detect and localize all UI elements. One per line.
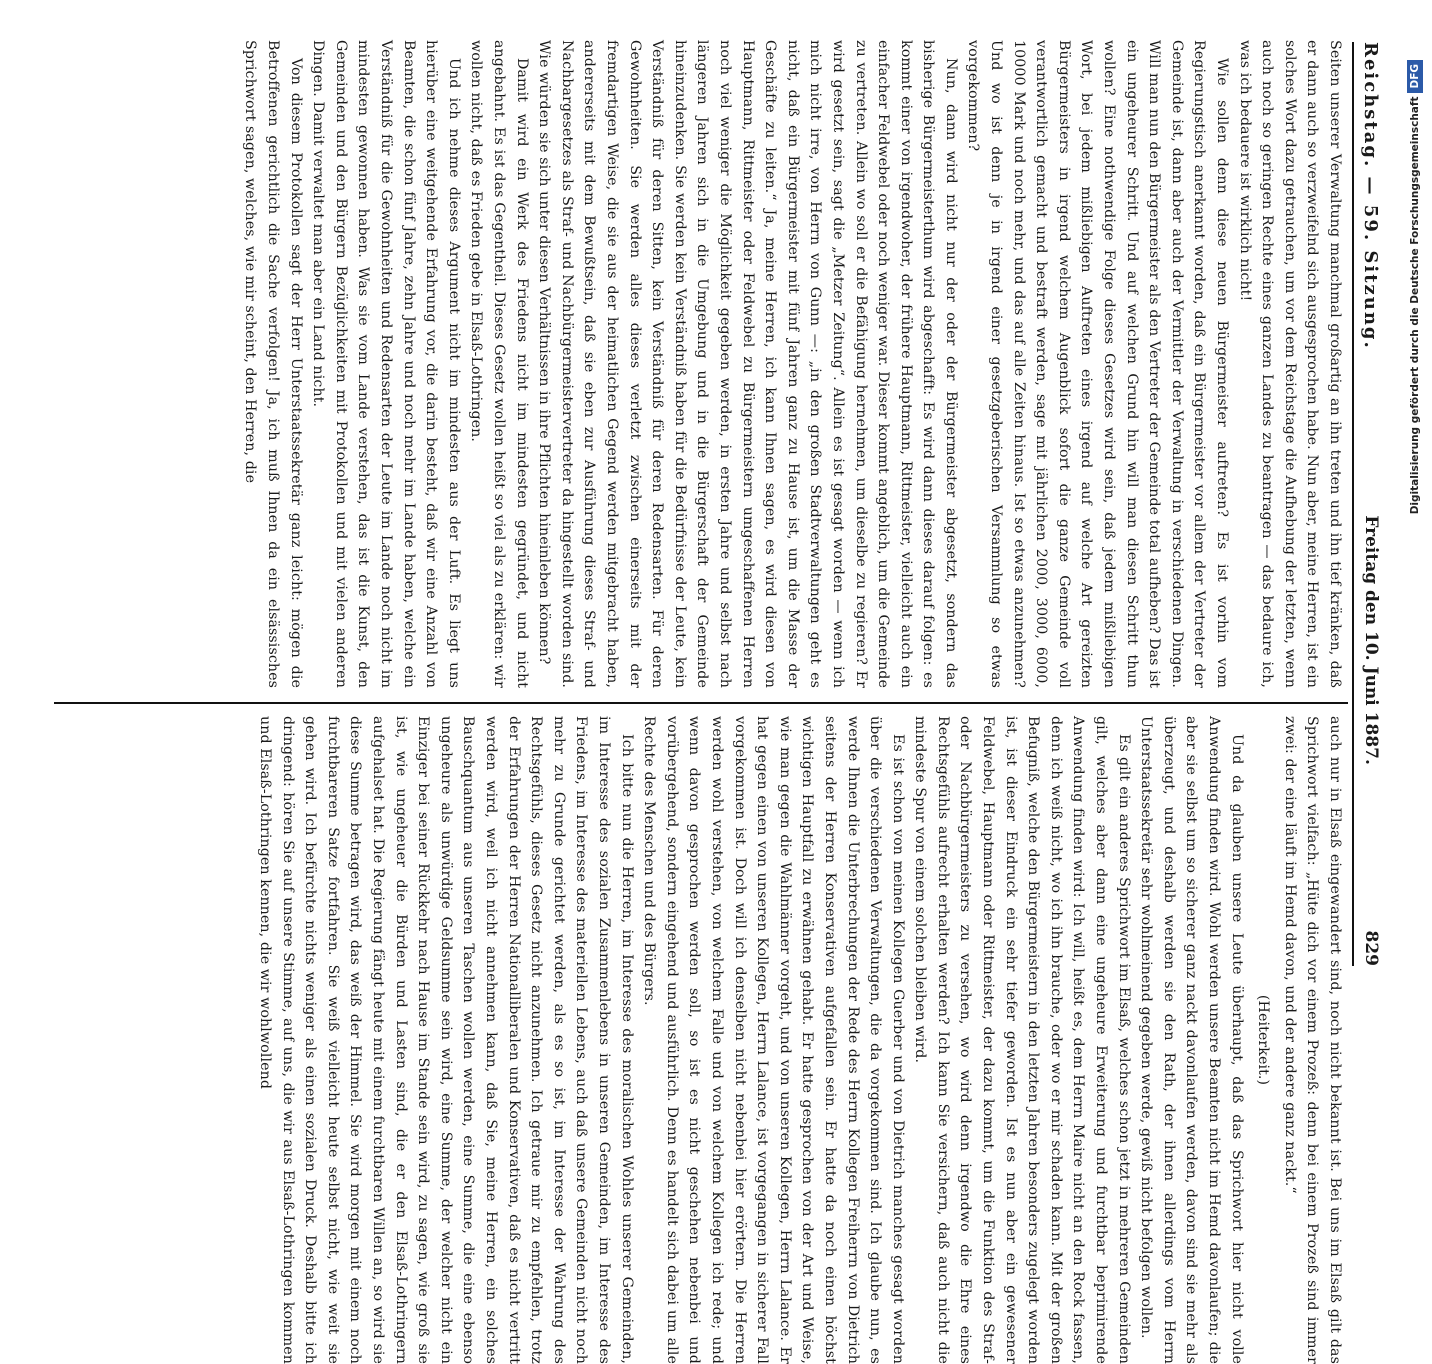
paragraph: Und da glauben unsere Leute überhaupt, daß das Sprichwort hier nicht volle Anwendung finden wird. Wohl werden unsere Beamten nicht im Hemd davonlaufen; die aber sie selbst um so sicherer ganz nackt davonlaufen werden, davon sind sie mehr als überzeugt, und deshalb werden sie den Rath, der ihnen allerdings vom Herrn Unterstaatssekretär sehr wohlmeinend gegeben werde, gewiß nicht befolgen wollen. bbox=[1138, 716, 1245, 1364]
column-divider bbox=[54, 702, 1348, 704]
dfg-logo: DFG bbox=[1407, 60, 1423, 93]
paragraph: Wie sollen denn diese neuen Bürgermeister auftreten? Es ist vorhin vom Regierungstisch anerkannt worden, daß ein Bürgermeister vor allem der Vertreter der Gemeinde ist, dann aber auch der Vermittler der Verwaltung in verschiedenen Dingen. Will man nun den Bürgermeister als den Vertreter der Gemeinde total aufheben? Das ist ein ungeheurer Schritt. Und auf welchen Grund hin will man diesen Schritt thun wollen? Eine nothwendige Folge dieses Gesetzes wird sein, daß jedem mißliebigen Wort, bei jedem mißliebigen Auftreten eines irgend auf welche Art gereizten Bürgermeisters in irgend welchem Augenblick sofort die ganze Gemeinde voll verantwortlich gemacht und bestraft werden, sage mit jährlichen 2000, 3000, 6000, 10000 Mark und noch mehr, und das auf alle Zeiten hinaus. Ist so etwas anzunehmen? Und wo ist denn je in irgend einer gesetzgeberischen Versammlung so etwas vorgekommen? bbox=[965, 40, 1231, 688]
header-left: Reichstag. — 59. Sitzung. bbox=[1360, 42, 1382, 350]
right-column bbox=[52, 716, 1346, 1364]
paragraph: auch nur in Elsaß eingewandert sind, noch nicht bekannt ist. Bei uns im Elsaß gilt das Sprichwort vielfach: „Hüte dich vor einem Prozeß: denn bei einem Prozeß sind immer zwei: der eine läuft im Hemd davon, und der andere ganz nackt.“ bbox=[1281, 716, 1343, 1364]
paragraph: Nun, dann wird nicht nur der oder der Bürgermeister abgesetzt, sondern das bisherige Bürgermeisterthum wird abgeschafft: Es wird dann dieses darauf folgen: es kommt einer von irgendwoher, der frühere Hauptmann, Rittmeister, vielleicht auch ein einfacher Feldwebel oder noch weniger war. Dieser kommt angeblich, um die Gemeinde zu vertreten. Allein wo soll er die Befähigung hernehmen, um dieselbe zu regieren? Er wird gesetzt sein, sagt die „Metzer Zeitung“. Allein es ist gesagt worden — wenn ich mich nicht irre, von Herrn von Gunn —: „in den großen Stadtverwaltungen geht es nicht, daß ein Bürgermeister mit fünf Jahren ganz zu Hause ist, um die Masse der Geschäfte zu leiten.“ Ja, meine Herren, ich kann Ihnen sagen, es wird diesen von Hauptmann, Rittmeister oder Feldwebel zu Bürgermeistern umgeschaffenen Herren noch viel weniger die Möglichkeit gegeben werden, in ersten Jahre und selbst nach längeren Jahren sich in die Umgebung und in die Bürgerschaft der Gemeinde hineinzudenken. Sie werden kein Verständniß haben für die Bedürfnisse der Leute, kein Verständniß für deren Sitten, kein Verständniß für deren Redensarten. Für deren Gewohnheiten. Sie werden alles dieses verletzt zwischen einerseits mit der fremdartigen Weise, die sie aus der heimatlichen Gegend werden mitgebracht haben, andererseits mit dem Bewußtsein, daß sie eben zur Ausführung dieses Straf- und Nachbargesetzes als Straf- und Nachbürgermeistervertreter da hingestellt worden sind. Wie würden sie sich unter diesen Verhältnissen in ihre Pflichten hineinleben können? bbox=[536, 40, 959, 688]
paragraph: Von diesem Protokollen sagt der Herr Unterstaatssekretär ganz leicht: mögen die Betroffenen gerichtlich die Sache verfolgen! Ja, ich muß Ihnen da ein elsässisches Sprichwort sagen, welches, wie mir scheint, den Herren, die bbox=[242, 40, 304, 688]
running-header bbox=[1352, 42, 1388, 966]
credit-text: Digitalisierung gefördert durch die Deutsche Forschungsgemeinschaft bbox=[1409, 96, 1421, 515]
interjection: (Heiterkeit.) bbox=[1255, 994, 1272, 1086]
paragraph: Ich bitte nun die Herren, im Interesse des moralischen Wohles unserer Gemeinden, im Interesse des sozialen Zusammenlebens in unseren Gemeinden, im Interesse des Friedens, im Interesse des materiellen Lebens, auch daß unsere Gemeinden nicht noch mehr zu Grunde gerichtet werden, als es so ist, im Interesse der Wahrung des Rechtsgefühls, dieses Gesetz nicht anzunehmen. Ich getraue mir zu empfehlen, trotz der Erfahrungen der Herren Nationalliberalen und Konservativen, daß es nicht vertritt werden wird, weil ich nicht annehmen kann, daß Sie, meine Herren, ein solches Bauschquantum aus unseren Taschen wollen werden, eine Summe, die eine ebenso ungeheure als unwürdige Geldsumme sein wird, eine Summe, der welcher nicht ein Einziger bei seiner Rückkehr nach Hause im Stande sein wird, zu sagen, wie groß sie ist, wie ungeheuer die Bürden und Lasten sind, die er den Elsaß-Lothringern aufgehalset hat. Die Regierung fängt heute mit einem furchtbaren Willen an, so wird sie diese Summe betragen wird, das weiß der Himmel. Sie wird morgen mit einem noch furchtbareren Satze fortfahren. Sie weiß vielleicht heute selbst nicht, wie weit sie gehen wird. Ich befürchte nichts weniger als einen sozialen Druck. Deshalb bitte ich dringend: hören Sie auf unsere Stimme, auf uns, die wir aus Elsaß-Lothringen kommen und Elsaß-Lothringen kennen, die wir wohlwollend bbox=[257, 716, 635, 1364]
paragraph: Es ist schon von meinen Kollegen Guerber und von Dietrich manches gesagt worden über die verschiedenen Verwaltungen, die da vorgekommen sind. Ich glaube nun, es werde Ihnen die Unterbrechungen der Rede des Herrn Kollegen Freiherrn von Dietrich seitens der Herren Konservativen aufgefallen sein. Er hatte da noch einen höchst wichtigen Hauptfall zu erwähnen gehabt. Er hatte gesprochen von der Art und Weise, wie man gegen die Wahlmänner vorgeht, und von unseren Kollegen, Herrn Lalance. Er hat gegen einen von unseren Kollegen, Herrn Lalance, ist vorgegangen in sicherer Fall vorgekommen ist. Doch will ich denselben nicht nebenbei hier erörtern. Die Herren werden wohl verstehen, von welchem Falle und von welchem Kollegen ich rede; und wenn davon gesprochen werden soll, so ist es nicht geschehen nebenbei und vorübergehend, sondern eingehend und ausführlich. Denn es handelt sich dabei um alle Rechte des Menschen und des Bürgers. bbox=[641, 716, 906, 1364]
paragraph: Und ich nehme dieses Argument nicht im mindesten aus der Luft. Es liegt uns hierüber eine weitgehende Erfahrung vor, die darin besteht, daß wir eine Anzahl von Beamten, die schon fünf Jahre, zehn Jahre und noch mehr im Lande haben, welche ein Verständniß für die Gewohnheiten und Redensarten der Leute im Lande noch nicht im mindesten gewonnen haben. Was sie vom Lande verstehen, das ist die Kunst, den Gemeinden und den Bürgern Bezüglichkeiten mit Protokollen und mit vielen anderen Dingen. Damit verwaltet man aber ein Land nicht. bbox=[310, 40, 462, 688]
paragraph: Damit wird ein Werk des Friedens nicht im mindesten gegründet, und nicht angebahnt. Es ist das Gegentheil. Dieses Gesetz wollen heißt so viel als zu erklären: wir wollen nicht, daß es Frieden gebe in Elsaß-Lothringen. bbox=[468, 40, 530, 688]
left-column bbox=[52, 40, 1346, 688]
paragraph: Seiten unserer Verwaltung manchmal großartig an ihn treten und ihn tief kränken, daß er dann auch so verzweifelnd sich ausgesprochen habe. Nun aber, meine Herren, ist ein solches Wort dazu getrauchen, um vor dem Reichstage die Aufhebung der letzten, wenn auch noch so geringen Rechte eines ganzen Landes zu beantragen — das bedaure ich, was ich bedauere ist wirklich nicht! bbox=[1236, 40, 1343, 688]
header-date: Freitag den 10. Juni 1887. bbox=[1361, 515, 1381, 765]
paragraph: Es gilt ein anderes Sprichwort im Elsaß, welches schon jetzt in mehreren Gemeinden gilt, welches aber dann eine ungeheure Erweiterung und furchtbar beprimirende Anwendung finden wird: Ich will, heißt es, dem Herrn Maire nicht an den Rock fassen, denn ich weiß nicht, wo ich ihn brauche, oder wo er mir schaden kann. Mit der großen Befugniß, welche den Bürgermeistern in den letzten Jahren besonders zugelegt worden ist, ist dieser Eindruck ein sehr tiefer geworden. Ist es nun aber ein gewesener Feldwebel, Hauptmann oder Rittmeister, der dazu kommt, um die Funktion des Straf- oder Nachbürgermeisters zu versehen, wo wird denn irgendwo die Ehre eines Rechtsgefühls aufrecht erhalten werden? Ich kann Sie versichern, daß auch nicht die mindeste Spur von einem solchen bleiben wird. bbox=[912, 716, 1132, 1364]
page-number: 829 bbox=[1361, 930, 1381, 966]
digitization-credit bbox=[1404, 60, 1426, 940]
document-page bbox=[48, 34, 1388, 1364]
